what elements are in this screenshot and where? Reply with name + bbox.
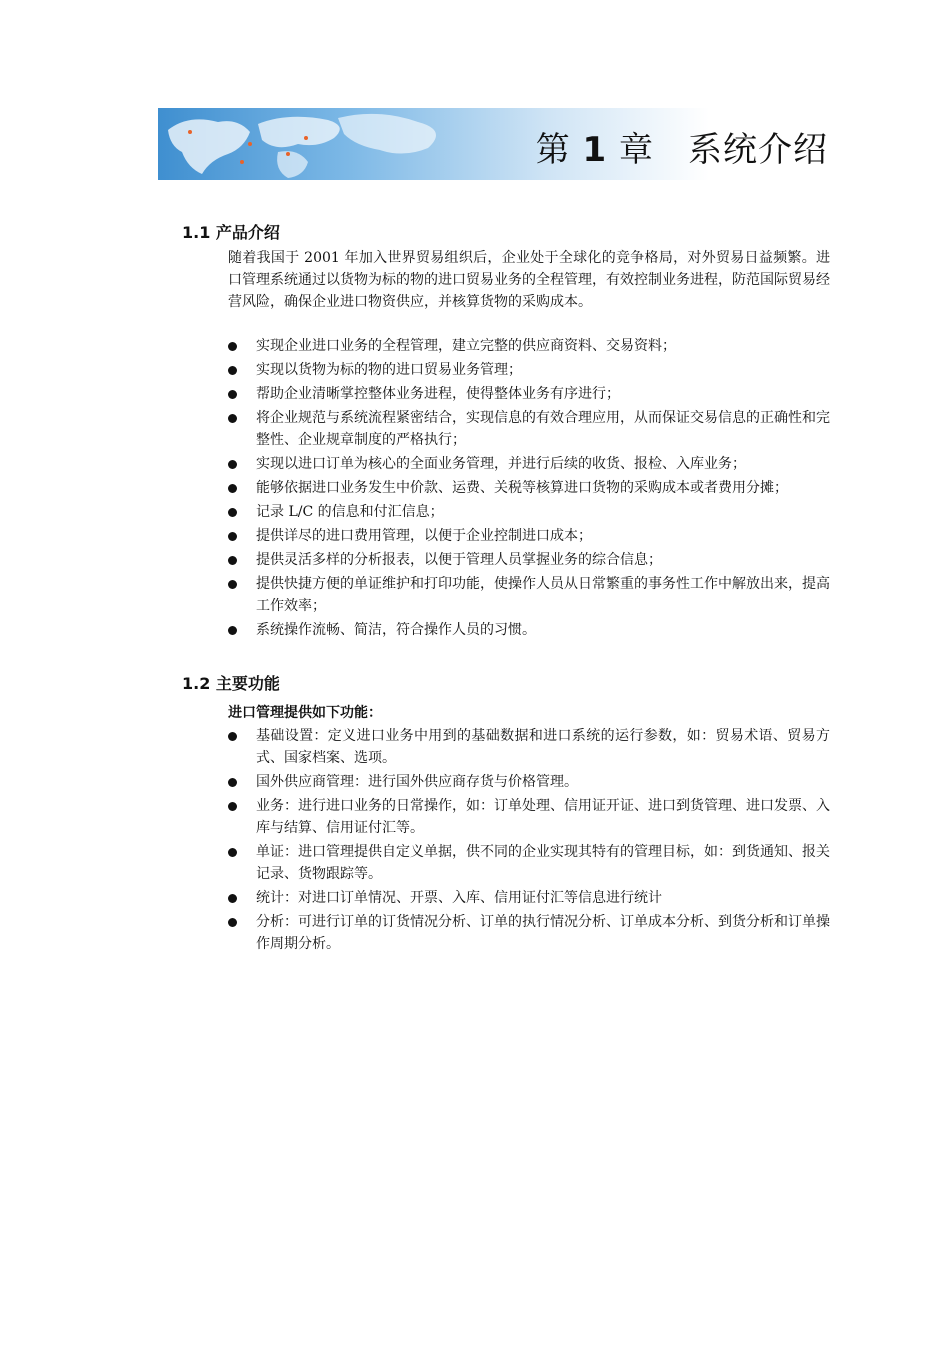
list-item: 提供灵活多样的分析报表，以便于管理人员掌握业务的综合信息； [228, 549, 830, 571]
list-item: 提供快捷方便的单证维护和打印功能，使操作人员从日常繁重的事务性工作中解放出来，提高工作效率； [228, 573, 830, 617]
section-heading-product-intro: 1.1 产品介绍 [182, 223, 280, 242]
chapter-number: 1 [582, 130, 608, 170]
list-item: 单证：进口管理提供自定义单据，供不同的企业实现其特有的管理目标，如：到货通知、报关记录、货物跟踪等。 [228, 841, 830, 885]
list-item: 统计：对进口订单情况、开票、入库、信用证付汇等信息进行统计 [228, 887, 830, 909]
list-item: 基础设置：定义进口业务中用到的基础数据和进口系统的运行参数，如：贸易术语、贸易方式、国家档案、选项。 [228, 725, 830, 769]
list-item: 帮助企业清晰掌控整体业务进程，使得整体业务有序进行； [228, 383, 830, 405]
chapter-banner [158, 108, 830, 180]
list-item: 实现以货物为标的物的进口贸易业务管理； [228, 359, 830, 381]
list-item: 业务：进行进口业务的日常操作，如：订单处理、信用证开证、进口到货管理、进口发票、入库与结算、信用证付汇等。 [228, 795, 830, 839]
product-feature-list [228, 335, 830, 643]
list-item: 国外供应商管理：进行国外供应商存货与价格管理。 [228, 771, 830, 793]
list-item: 将企业规范与系统流程紧密结合，实现信息的有效合理应用，从而保证交易信息的正确性和完整性、企业规章制度的严格执行； [228, 407, 830, 451]
functions-subheading: 进口管理提供如下功能： [228, 705, 382, 721]
list-item: 分析：可进行订单的订货情况分析、订单的执行情况分析、订单成本分析、到货分析和订单操作周期分析。 [228, 911, 830, 955]
chapter-prefix: 第 [535, 130, 571, 170]
chapter-suffix: 章 [619, 130, 654, 170]
chapter-title [536, 122, 828, 171]
function-list [228, 725, 830, 957]
section-heading-main-functions: 1.2 主要功能 [182, 674, 280, 693]
list-item: 提供详尽的进口费用管理，以便于企业控制进口成本； [228, 525, 830, 547]
list-item: 实现以进口订单为核心的全面业务管理，并进行后续的收货、报检、入库业务； [228, 453, 830, 475]
list-item: 能够依据进口业务发生中价款、运费、关税等核算进口货物的采购成本或者费用分摊； [228, 477, 830, 499]
list-item: 实现企业进口业务的全程管理，建立完整的供应商资料、交易资料； [228, 335, 830, 357]
chapter-name: 系统介绍 [688, 130, 828, 170]
intro-paragraph: 随着我国于 2001 年加入世界贸易组织后，企业处于全球化的竞争格局，对外贸易日益频繁。进口管理系统通过以货物为标的物的进口贸易业务的全程管理，有效控制业务进程，防范国际贸易经营风险，确保企业进口物资供应，并核算货物的采购成本。 [228, 250, 830, 310]
list-item: 系统操作流畅、简洁，符合操作人员的习惯。 [228, 619, 830, 641]
list-item: 记录 L/C 的信息和付汇信息； [228, 501, 830, 523]
